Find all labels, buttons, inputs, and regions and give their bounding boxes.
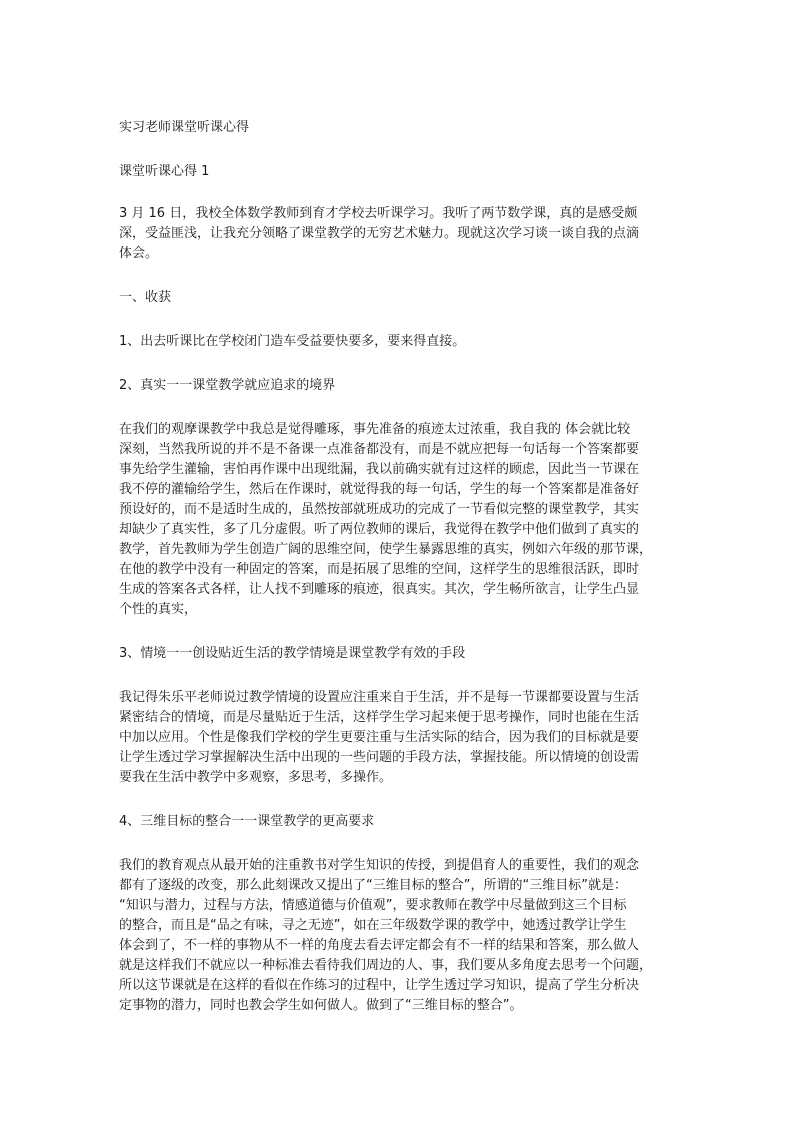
section-heading: 一、收获 bbox=[119, 290, 172, 305]
text-line: 就是这样我们不就应以一种标准去看待我们周边的人、事，我们要从多角度去思考一个问题， bbox=[119, 958, 653, 973]
intro-paragraph bbox=[119, 204, 679, 264]
text-line: 我记得朱乐平老师说过教学情境的设置应注重来自于生活，并不是每一节课都要设置与生活 bbox=[119, 690, 640, 705]
item-heading-1: 1、出去听课比在学校闭门造车受益要快要多，要来得直接。 bbox=[119, 334, 466, 349]
document-subtitle: 课堂听课心得 1 bbox=[119, 164, 210, 179]
document-page bbox=[119, 118, 679, 1040]
text-line: 所以这节课就是在这样的看似在作练习的过程中，让学生透过学习知识，提高了学生分析决 bbox=[119, 978, 640, 993]
text-line: 却缺少了真实性，多了几分虚假。听了两位教师的课后，我觉得在教学中他们做到了真实的 bbox=[119, 522, 640, 537]
text-line: 在我们的观摩课教学中我总是觉得雕琢，事先准备的痕迹太过浓重，我自我的 体会就比较 bbox=[119, 422, 631, 437]
text-line: 深，受益匪浅，让我充分领略了课堂教学的无穷艺术魅力。现就这次学习谈一谈自我的点滴 bbox=[119, 226, 640, 241]
text-line: 3 月 16 日，我校全体数学教师到育才学校去听课学习。我听了两节数学课，真的是感受颇 bbox=[119, 206, 638, 221]
text-line: 紧密结合的情境，而是尽量贴近于生活，这样学生学习起来便于思考操作，同时也能在生活 bbox=[119, 710, 640, 725]
text-line: 我不停的灌输给学生，然后在作课时，就觉得我的每一句话，学生的每一个答案都是准备好 bbox=[119, 482, 640, 497]
text-line: 让学生透过学习掌握解决生活中出现的一些问题的手段方法，掌握技能。所以情境的创设需 bbox=[119, 750, 640, 765]
text-line: 事先给学生灌输，害怕再作课中出现纰漏，我以前确实就有过这样的顾虑，因此当一节课在 bbox=[119, 462, 640, 477]
text-line: 教学，首先教师为学生创造广阔的思维空间，使学生暴露思维的真实，例如六年级的那节课， bbox=[119, 542, 653, 557]
text-line: 在他的教学中没有一种固定的答案，而是拓展了思维的空间，这样学生的思维很活跃，即时 bbox=[119, 562, 640, 577]
paragraph-3 bbox=[119, 688, 679, 788]
text-line: 生成的答案各式各样，让人找不到雕琢的痕迹，很真实。其次，学生畅所欲言，让学生凸显 bbox=[119, 582, 640, 597]
item-heading-3: 3、情境一一创设贴近生活的教学情境是课堂教学有效的手段 bbox=[119, 646, 466, 661]
document-title: 实习老师课堂听课心得 bbox=[119, 120, 250, 135]
text-line: 预设好的，而不是适时生成的，虽然按部就班成功的完成了一节看似完整的课堂教学，其实 bbox=[119, 502, 640, 517]
text-line: 我们的教育观点从最开始的注重教书对学生知识的传授，到提倡育人的重要性，我们的观念 bbox=[119, 858, 640, 873]
text-line: 都有了逐级的改变，那么此刻课改又提出了“三维目标的整合”，所谓的“三维目标”就是： bbox=[119, 878, 627, 893]
text-line: 体会。 bbox=[119, 246, 159, 261]
paragraph-2 bbox=[119, 420, 679, 620]
text-line: 个性的真实， bbox=[119, 602, 198, 617]
item-heading-4: 4、三维目标的整合一一课堂教学的更高要求 bbox=[119, 814, 375, 829]
text-line: 中加以应用。个性是像我们学校的学生更要注重与生活实际的结合，因为我们的目标就是要 bbox=[119, 730, 640, 745]
text-line: 定事物的潜力，同时也教会学生如何做人。做到了“三维目标的整合”。 bbox=[119, 998, 523, 1013]
text-line: 深刻，当然我所说的并不是不备课一点准备都没有，而是不就应把每一句话每一个答案都要 bbox=[119, 442, 640, 457]
text-line: 要我在生活中教学中多观察，多思考，多操作。 bbox=[119, 770, 393, 785]
text-line: 体会到了，不一样的事物从不一样的角度去看去评定都会有不一样的结果和答案，那么做人 bbox=[119, 938, 640, 953]
text-line: 的整合，而且是“品之有味，寻之无迹”，如在三年级数学课的教学中，她透过教学让学生 bbox=[119, 918, 627, 933]
text-line: “知识与潜力，过程与方法，情感道德与价值观”，要求教师在教学中尽量做到这三个目标 bbox=[119, 898, 627, 913]
paragraph-4 bbox=[119, 856, 679, 1016]
item-heading-2: 2、真实一一课堂教学就应追求的境界 bbox=[119, 378, 336, 393]
